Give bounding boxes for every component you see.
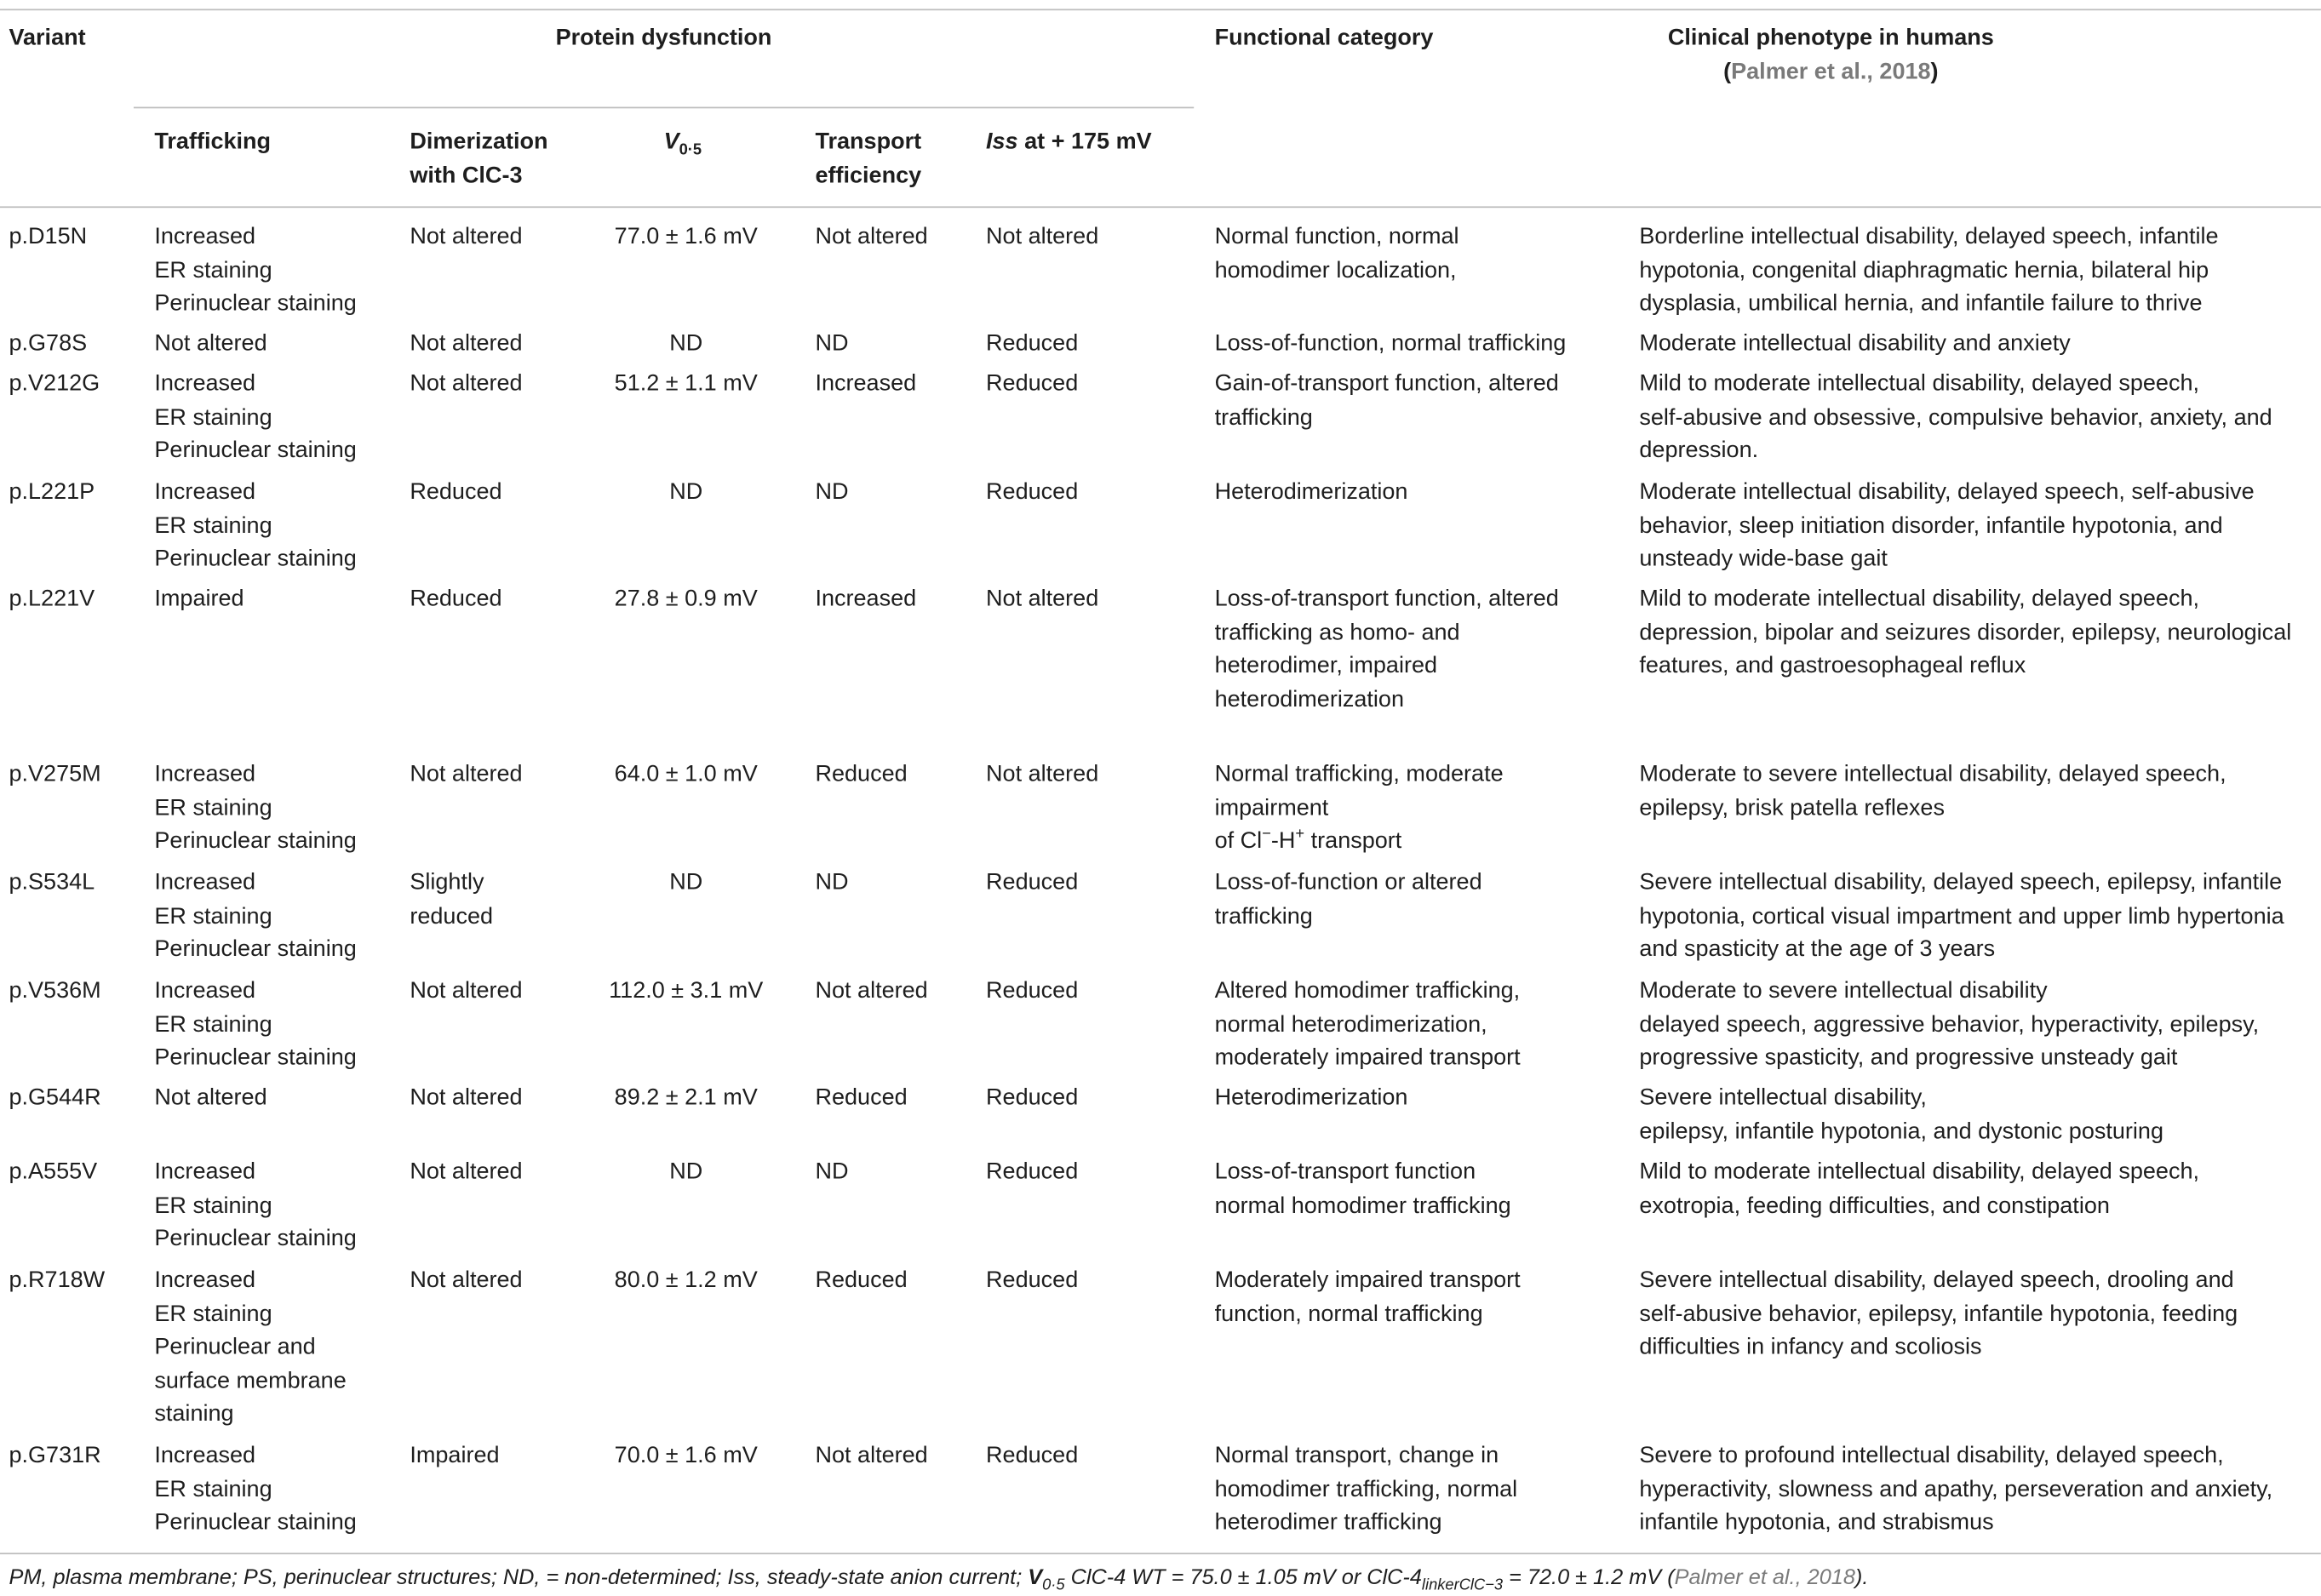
cell-v05: 89.2 ± 2.1 mV (614, 1084, 758, 1111)
cell-clinical-phenotype: Mild to moderate intellectual disability, delayed speech, depression, bipolar and seizures disorder, epilepsy, neurological features, and gastroesophageal reflux (1639, 586, 2292, 679)
cell-transport-efficiency: ND (815, 1159, 849, 1185)
header-clinical-title: Clinical phenotype in humans (1667, 25, 1994, 51)
cell-v05: ND (669, 1159, 703, 1185)
protein-dysfunction-rule (134, 107, 1194, 109)
cell-iss: Reduced (986, 371, 1079, 397)
cell-variant: p.L221V (9, 586, 95, 612)
cell-trafficking: Increased ER staining Perinuclear staining (154, 479, 357, 572)
cell-dimerization: Not altered (410, 1267, 523, 1294)
cell-iss: Reduced (986, 1159, 1079, 1185)
cell-v05: 64.0 ± 1.0 mV (614, 761, 758, 787)
cell-v05: 112.0 ± 3.1 mV (609, 978, 764, 1004)
cell-iss: Not altered (986, 224, 1099, 249)
cell-variant: p.V212G (9, 371, 100, 397)
cell-iss: Reduced (986, 330, 1079, 357)
cell-v05: 77.0 ± 1.6 mV (614, 224, 758, 249)
cell-iss: Reduced (986, 1084, 1079, 1111)
cell-functional-category: Gain-of-transport function, altered trafficking (1214, 371, 1559, 430)
cell-dimerization: Reduced (410, 479, 502, 505)
cell-functional-category: Loss-of-transport function normal homodimer trafficking (1214, 1159, 1511, 1218)
cell-dimerization: Impaired (410, 1443, 500, 1468)
cell-trafficking: Increased ER staining Perinuclear staining (154, 1443, 357, 1536)
cell-trafficking: Increased ER staining Perinuclear staining (154, 761, 357, 854)
cell-clinical-phenotype: Severe intellectual disability, epilepsy, infantile hypotonia, and dystonic posturing (1639, 1084, 2164, 1144)
cell-trafficking: Increased ER staining Perinuclear staining (154, 1159, 357, 1252)
header-transport-efficiency: Transport efficiency (815, 129, 922, 188)
footnote-citation-link[interactable]: Palmer et al., 2018 (1674, 1565, 1855, 1590)
header-trafficking: Trafficking (154, 129, 272, 155)
cell-iss: Not altered (986, 586, 1099, 612)
header-iss: Iss at + 175 mV (986, 129, 1152, 155)
cell-transport-efficiency: ND (815, 330, 849, 357)
cell-transport-efficiency: Increased (815, 371, 917, 397)
cell-dimerization: Not altered (410, 978, 523, 1004)
cell-variant: p.L221P (9, 479, 95, 505)
cell-dimerization: Slightly reduced (410, 869, 494, 929)
cell-functional-category: Loss-of-function, normal trafficking (1214, 330, 1567, 357)
cell-functional-category: Heterodimerization (1214, 479, 1408, 505)
cell-transport-efficiency: Not altered (815, 1443, 928, 1468)
cell-clinical-phenotype: Severe intellectual disability, delayed speech, epilepsy, infantile hypotonia, cortical visual impartment and upper limb hypertonia and spasticity at the age of 3 years (1639, 869, 2284, 963)
cell-iss: Reduced (986, 479, 1079, 505)
cell-v05: 51.2 ± 1.1 mV (614, 371, 758, 397)
cell-iss: Reduced (986, 1267, 1079, 1294)
header-functional-category: Functional category (1214, 25, 1434, 51)
cell-variant: p.R718W (9, 1267, 106, 1294)
cell-variant: p.G78S (9, 330, 88, 357)
cell-iss: Reduced (986, 1443, 1079, 1468)
cell-iss: Reduced (986, 869, 1079, 895)
cell-v05: ND (669, 869, 703, 895)
cell-clinical-phenotype: Moderate intellectual disability and anxiety (1639, 330, 2071, 357)
top-rule (0, 9, 2321, 10)
cell-transport-efficiency: Reduced (815, 1084, 908, 1111)
cell-functional-category: Normal function, normal homodimer localization, (1214, 224, 1459, 283)
cell-iss: Not altered (986, 761, 1099, 787)
bottom-rule (0, 1553, 2321, 1554)
cell-variant: p.A555V (9, 1159, 98, 1185)
cell-trafficking: Impaired (154, 586, 244, 612)
cell-functional-category: Altered homodimer trafficking, normal heterodimerization, moderately impaired transport (1214, 978, 1521, 1071)
cell-variant: p.G544R (9, 1084, 101, 1111)
cell-trafficking: Increased ER staining Perinuclear staining (154, 224, 357, 317)
cell-dimerization: Not altered (410, 371, 523, 397)
cell-functional-category: Loss-of-function or altered trafficking (1214, 869, 1482, 929)
cell-dimerization: Not altered (410, 761, 523, 787)
cell-variant: p.D15N (9, 224, 88, 249)
cell-transport-efficiency: ND (815, 869, 849, 895)
cell-functional-category: Moderately impaired transport function, normal trafficking (1214, 1267, 1521, 1327)
cell-v05: 27.8 ± 0.9 mV (614, 586, 758, 612)
table-footnote: PM, plasma membrane; PS, perinuclear structures; ND, = non-determined; Iss, steady-state anion current; $V_{0\cdot 5}$ ClC-4 WT = 75.0 ± 1.05 mV or ClC-$4_{linkerClC-3} = 72.0 \pm 1.2$ mV (Palmer et al., 2018). (9, 1565, 1869, 1594)
cell-dimerization: Not altered (410, 330, 523, 357)
cell-trafficking: Increased ER staining Perinuclear staining (154, 371, 357, 464)
cell-dimerization: Not altered (410, 1084, 523, 1111)
cell-clinical-phenotype: Moderate intellectual disability, delayed speech, self-abusive behavior, sleep initiation disorder, infantile hypotonia, and unsteady wide-base gait (1639, 479, 2255, 572)
cell-functional-category: Normal transport, change in homodimer trafficking, normal heterodimer trafficking (1214, 1443, 1518, 1536)
cell-clinical-phenotype: Moderate to severe intellectual disability, delayed speech, epilepsy, brisk patella reflexes (1639, 761, 2226, 821)
cell-transport-efficiency: Not altered (815, 978, 928, 1004)
cell-trafficking: Increased ER staining Perinuclear staining (154, 978, 357, 1071)
cell-clinical-phenotype: Moderate to severe intellectual disability delayed speech, aggressive behavior, hyperactivity, epilepsy, progressive spasticity, and progressive unsteady gait (1639, 978, 2260, 1071)
header-bottom-rule (0, 206, 2321, 208)
cell-functional-category: Normal trafficking, moderate impairment of Cl−-H+ transport (1214, 761, 1504, 854)
header-citation-link[interactable]: Palmer et al., 2018 (1731, 58, 1931, 84)
cell-trafficking: Not altered (154, 1084, 267, 1111)
cell-dimerization: Reduced (410, 586, 502, 612)
cell-clinical-phenotype: Severe intellectual disability, delayed speech, drooling and self-abusive behavior, epilepsy, infantile hypotonia, feeding difficulties in infancy and scoliosis (1639, 1267, 2238, 1360)
cell-v05: ND (669, 330, 703, 357)
header-clinical-citation-line: (Palmer et al., 2018) (1723, 58, 1939, 84)
header-protein-dysfunction: Protein dysfunction (555, 25, 772, 51)
header-dimerization: Dimerization with ClC-3 (410, 129, 548, 188)
cell-variant: p.V536M (9, 978, 101, 1004)
cell-transport-efficiency: Not altered (815, 224, 928, 249)
cell-clinical-phenotype: Severe to profound intellectual disability, delayed speech, hyperactivity, slowness and apathy, perseveration and anxiety, infantile hypotonia, and strabismus (1639, 1443, 2273, 1536)
cell-v05: ND (669, 479, 703, 505)
cell-transport-efficiency: Reduced (815, 761, 908, 787)
header-variant: Variant (9, 25, 86, 51)
cell-clinical-phenotype: Mild to moderate intellectual disability, delayed speech, exotropia, feeding difficulties, and constipation (1639, 1159, 2200, 1218)
cell-v05: 80.0 ± 1.2 mV (614, 1267, 758, 1294)
cell-trafficking: Increased ER staining Perinuclear and surface membrane staining (154, 1267, 347, 1427)
cell-v05: 70.0 ± 1.6 mV (614, 1443, 758, 1468)
cell-functional-category: Heterodimerization (1214, 1084, 1408, 1111)
cell-functional-category: Loss-of-transport function, altered trafficking as homo- and heterodimer, impaired heterodimerization (1214, 586, 1559, 712)
cell-variant: p.G731R (9, 1443, 101, 1468)
cell-trafficking: Increased ER staining Perinuclear staining (154, 869, 357, 963)
cell-dimerization: Not altered (410, 1159, 523, 1185)
cell-transport-efficiency: ND (815, 479, 849, 505)
cell-dimerization: Not altered (410, 224, 523, 249)
cell-variant: p.S534L (9, 869, 95, 895)
cell-transport-efficiency: Increased (815, 586, 917, 612)
cell-clinical-phenotype: Mild to moderate intellectual disability, delayed speech, self-abusive and obsessive, compulsive behavior, anxiety, and depression. (1639, 371, 2272, 464)
cell-iss: Reduced (986, 978, 1079, 1004)
cell-clinical-phenotype: Borderline intellectual disability, delayed speech, infantile hypotonia, congenital diaphragmatic hernia, bilateral hip dysplasia, umbilical hernia, and infantile failure to thrive (1639, 224, 2219, 317)
cell-variant: p.V275M (9, 761, 101, 787)
header-v05: $V_{0\cdot 5}$ (663, 129, 702, 159)
cell-transport-efficiency: Reduced (815, 1267, 908, 1294)
header-clinical-phenotype (1639, 22, 2022, 89)
cell-trafficking: Not altered (154, 330, 267, 357)
